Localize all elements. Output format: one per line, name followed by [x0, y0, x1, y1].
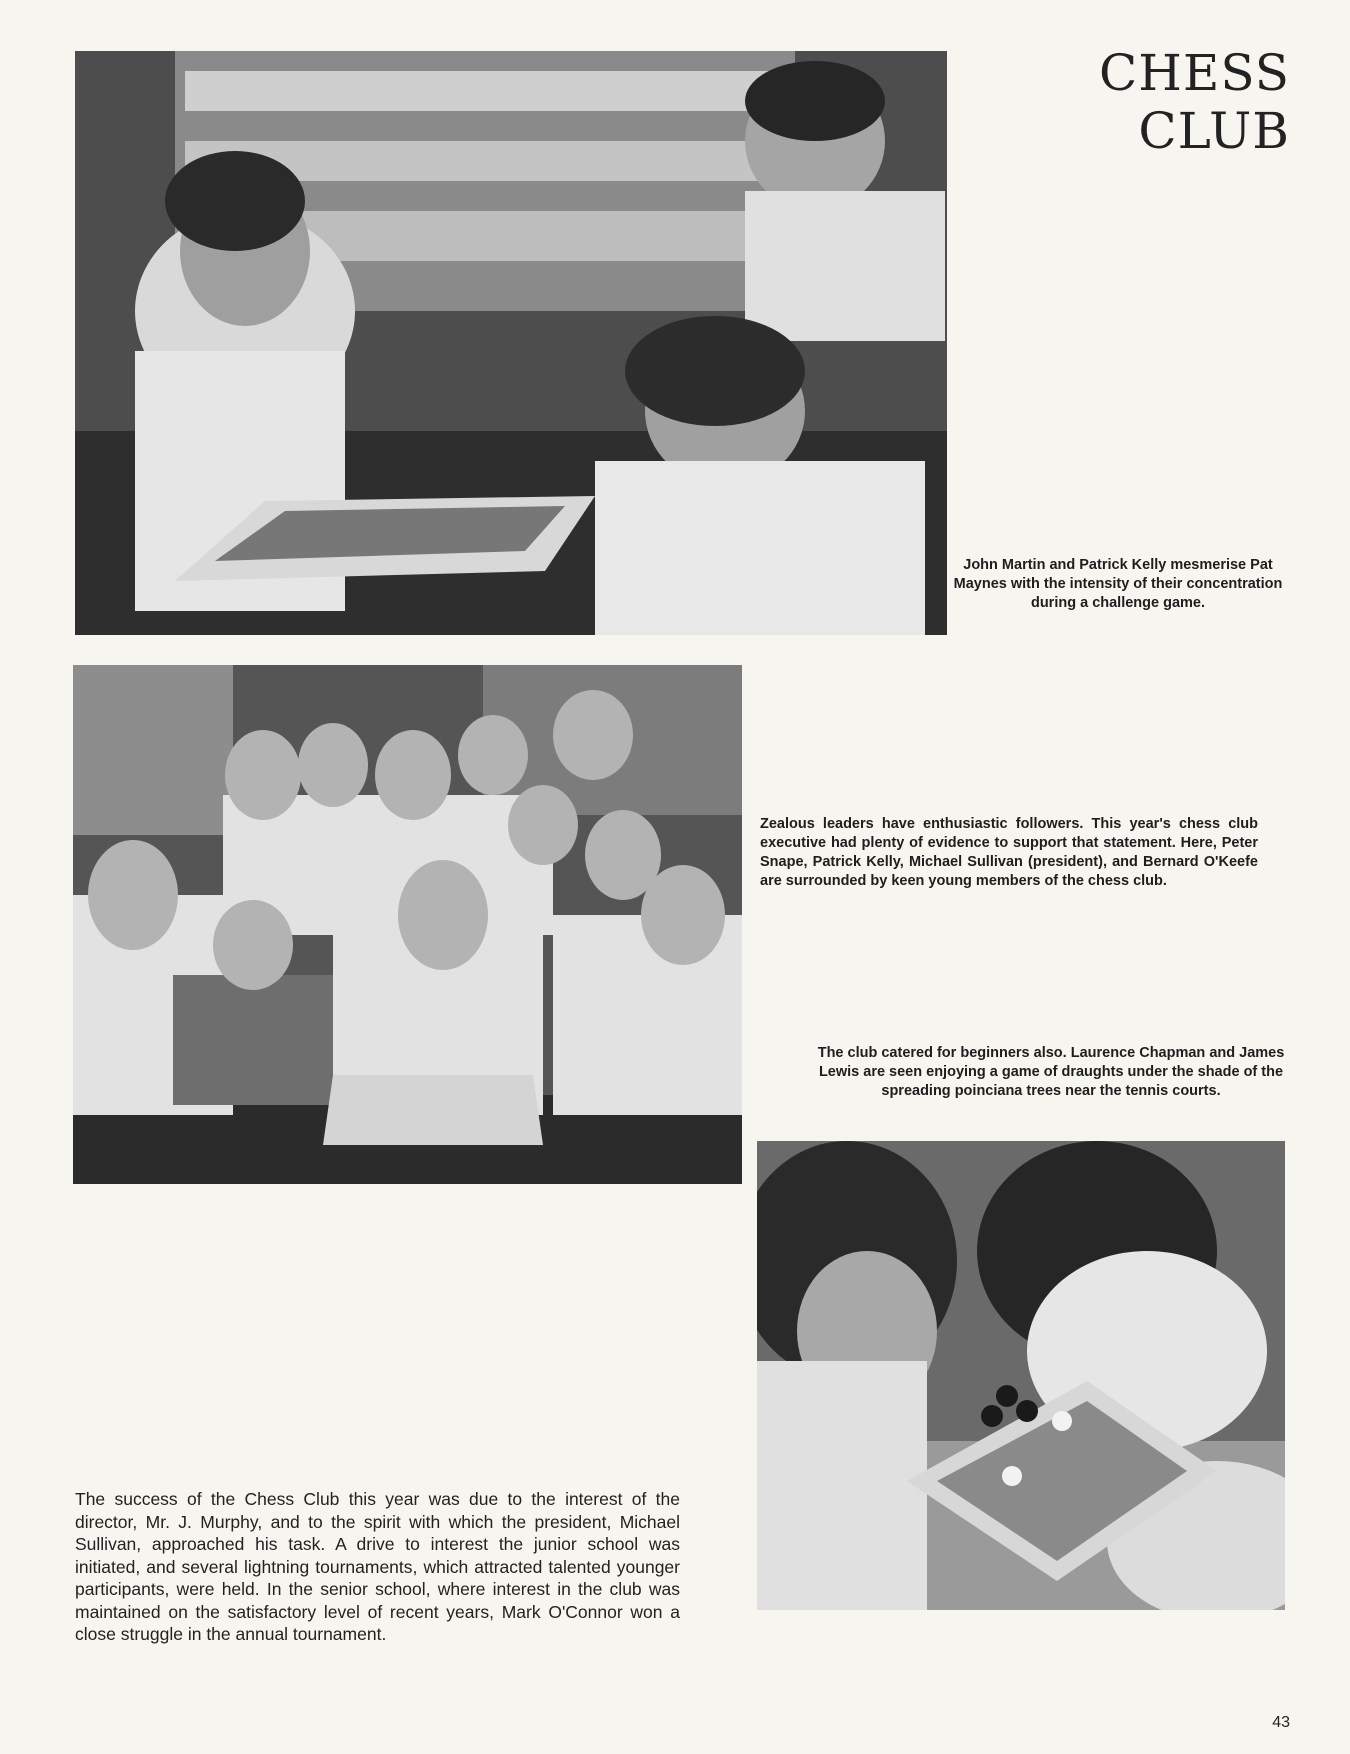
page-title	[1030, 44, 1290, 160]
caption-chess-game: John Martin and Patrick Kelly mesmerise Pat Maynes with the intensity of their concentration during a challenge game.	[953, 557, 1283, 611]
page-number: 43	[1272, 1714, 1290, 1731]
photo-chess-club-group-art	[73, 665, 742, 1184]
article-body: The success of the Chess Club this year was due to the interest of the director, Mr. J. Murphy, and to the spirit with which the president, Michael Sullivan, approached his task. A drive to interest the junior school was initiated, and several lightning tournaments, which attracted talented younger participants, were held. In the senior school, where interest in the club was maintained on the satisfactory level of recent years, Mark O'Connor won a close struggle in the annual tournament.	[75, 1489, 680, 1644]
caption-chess-club-group: Zealous leaders have enthusiastic followers. This year's chess club executive had plenty of evidence to support that statement. Here, Peter Snape, Patrick Kelly, Michael Sullivan (president), and Bernard O'Keefe are surrounded by keen young members of the chess club.	[760, 816, 1258, 889]
photo-chess-game	[75, 51, 947, 635]
caption-draughts-game: The club catered for beginners also. Laurence Chapman and James Lewis are seen enjoying a game of draughts under the shade of the spreading poinciana trees near the tennis courts.	[817, 1045, 1285, 1099]
photo-chess-game-art	[75, 51, 947, 635]
photo-chess-club-group	[73, 665, 742, 1184]
title-line-1: CHESS	[1099, 44, 1290, 102]
photo-draughts-game	[757, 1141, 1285, 1610]
photo-draughts-game-art	[757, 1141, 1285, 1610]
title-line-2: CLUB	[1138, 102, 1290, 160]
